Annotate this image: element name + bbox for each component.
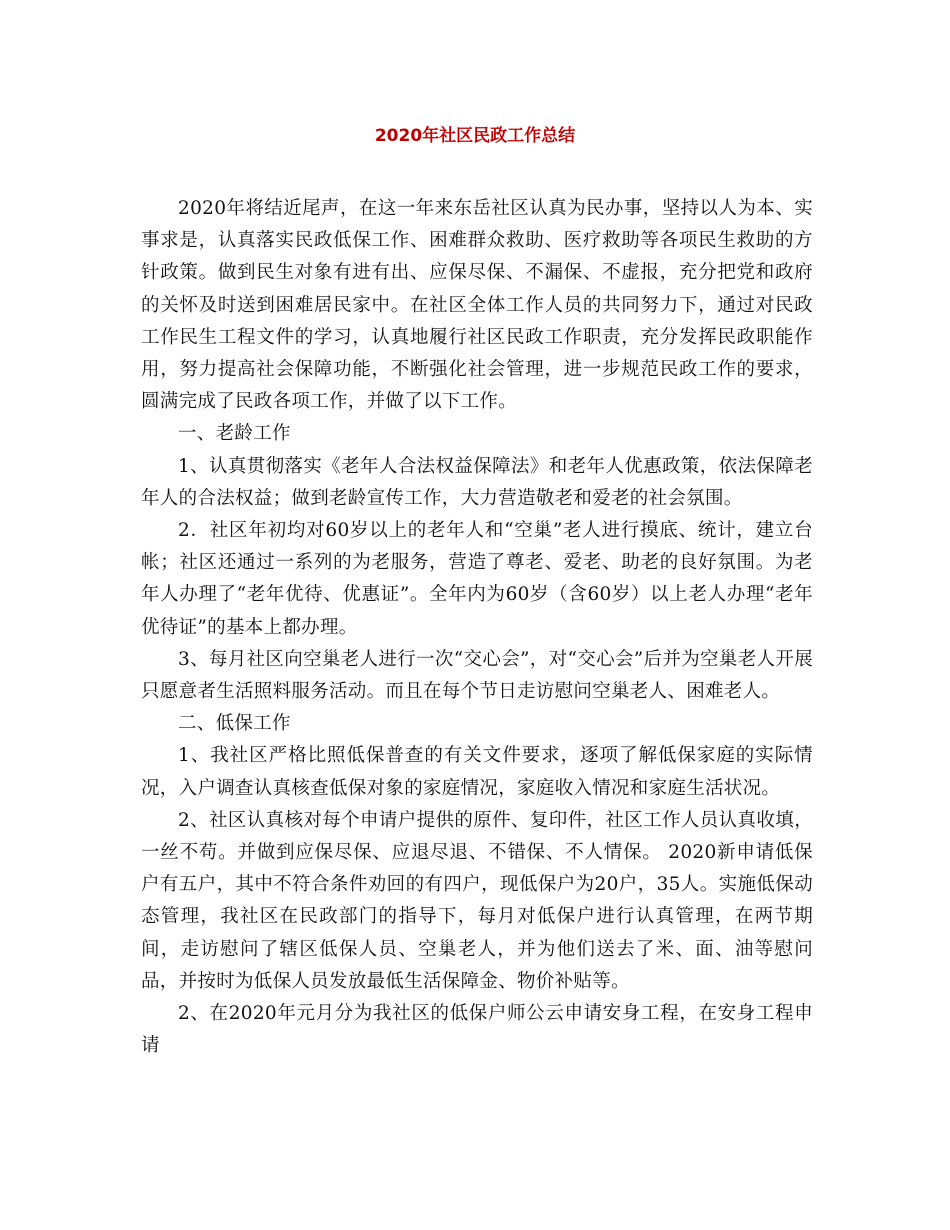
elderly-item-3: 3、每月社区向空巢老人进行一次“交心会”，对“交心会”后并为空巢老人开展只愿意者生活照料服务活动。而且在每个节日走访慰问空巢老人、困难老人。: [141, 648, 813, 703]
document-title: 2020年社区民政工作总结: [374, 126, 576, 146]
section-heading-minimum-living: 二、低保工作: [178, 713, 291, 735]
elderly-item-1: 1、认真贯彻落实《老年人合法权益保障法》和老年人优惠政策，依法保障老年人的合法权益；做到老龄宣传工作，大力营造敬老和爱老的社会氛围。: [141, 455, 813, 509]
intro-paragraph: 2020年将结近尾声，在这一年来东岳社区认真为民办事，坚持以人为本、实事求是，认真落实民政低保工作、困难群众救助、医疗救助等各项民生救助的方针政策。做到民生对象有进有出、应保尽保、不漏保、不虚报，充分把党和政府的关怀及时送到困难居民家中。在社区全体工作人员的共同努力下，通过对民政工作民生工程文件的学习，认真地履行社区民政工作职责，充分发挥民政职能作用，努力提高社会保障功能，不断强化社会管理，进一步规范民政工作的要求，圆满完成了民政各项工作，并做了以下工作。: [141, 198, 813, 413]
elderly-item-2: 2．社区年初均对60岁以上的老年人和“空巢”老人进行摸底、统计，建立台帐；社区还通过一系列的为老服务，营造了尊老、爱老、助老的良好氛围。为老年人办理了“老年优待、优惠证”。全年内为60岁（含60岁）以上老人办理“老年优待证”的基本上都办理。: [141, 520, 813, 638]
minimum-living-item-2: 2、社区认真核对每个申请户提供的原件、复印件，社区工作人员认真收填，一丝不苟。并做到应保尽保、应退尽退、不错保、不人情保。 2020新申请低保户有五户，其中不符合条件劝回的有四户，现低保户为20户，35人。实施低保动态管理，我社区在民政部门的指导下，每月对低保户进行认真管理，在两节期间，走访慰问了辖区低保人员、空巢老人，并为他们送去了米、面、油等慰问品，并按时为低保人员发放最低生活保障金、物价补贴等。: [141, 809, 813, 992]
section-heading-elderly: 一、老龄工作: [178, 423, 291, 445]
document-body: [141, 193, 813, 1062]
minimum-living-item-3: 2、在2020年元月分为我社区的低保户师公云申请安身工程，在安身工程申请: [141, 1003, 813, 1057]
minimum-living-item-1: 1、我社区严格比照低保普查的有关文件要求，逐项了解低保家庭的实际情况，入户调查认真核查低保对象的家庭情况，家庭收入情况和家庭生活状况。: [141, 745, 813, 799]
